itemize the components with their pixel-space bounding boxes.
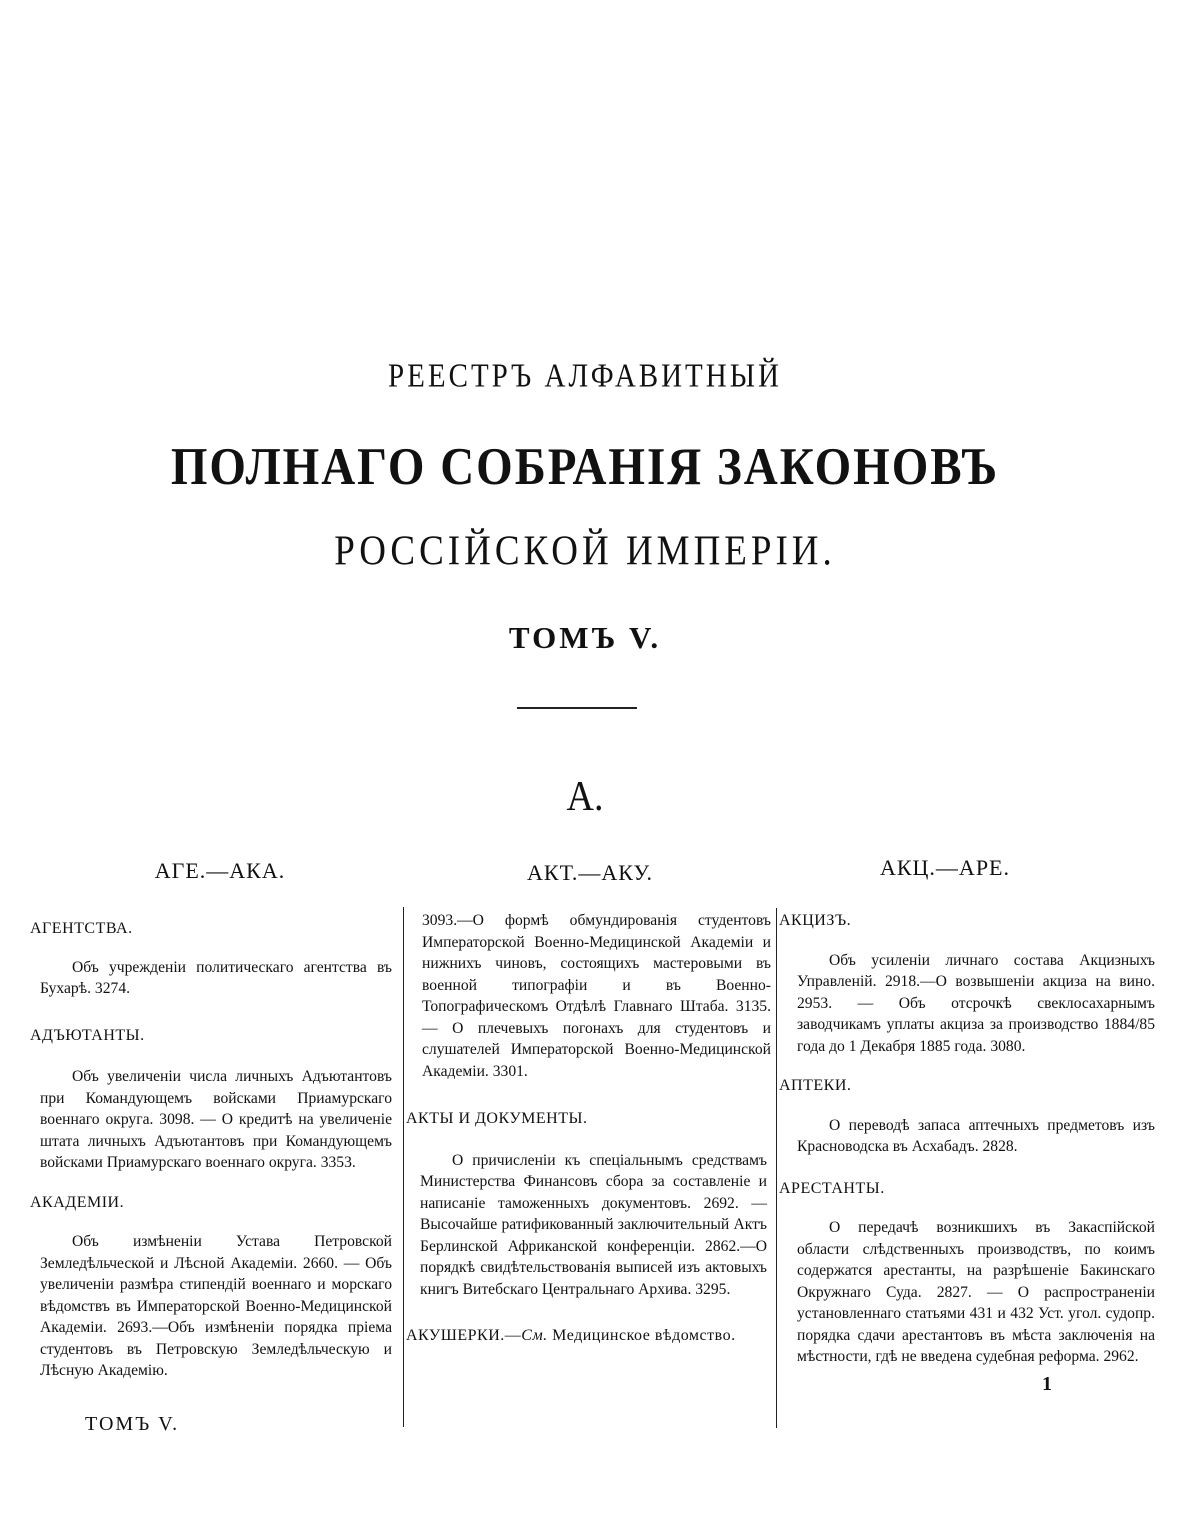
column-divider-2 xyxy=(776,908,777,1428)
column-1 xyxy=(30,918,396,1382)
entry-text-apteki: О переводѣ запаса аптечныхъ предметовъ изъ Красноводска въ Асхабадъ. 2828. xyxy=(797,1116,1155,1155)
see-also-reference: Медицинское вѣдомство. xyxy=(552,1327,736,1344)
entry-heading-akademii: АКАДЕМІИ. xyxy=(30,1193,125,1211)
column-header-3: АКЦ.—АРЕ. xyxy=(879,855,1010,880)
volume-title: ТОМЪ V. xyxy=(508,620,662,655)
title-line-1: РЕЕСТРЪ АЛФАВИТНЫЙ xyxy=(388,357,782,395)
see-also-marker: См. xyxy=(521,1327,548,1344)
column-header-1: АГЕ.—АКА. xyxy=(154,858,286,883)
entry-heading-akusherki xyxy=(406,1325,771,1347)
entry-text-akty: О причисленіи къ спеціальнымъ средствамъ Министерства Финансовъ сбора за составленіе и написаніе таможенныхъ документовъ. 2692. — Высочайше ратификованный заключительный Актъ Берлинской Африканской конференціи. 2862.—О порядкѣ свидѣтельствованія выписей изъ актовыхъ книгъ Витебскаго Центральнаго Архива. 3295. xyxy=(420,1151,767,1298)
entry-text-adjutanty: Объ увеличеніи числа личныхъ Адъютантовъ при Командующемъ войсками Приамурскаго военнаго округа. 3098. — О кредитѣ на увеличеніе штата личныхъ Адъютантовъ при Командующемъ войсками Приамурскаго военнаго округа. 3353. xyxy=(40,1068,392,1171)
entry-text-akciz: Объ усиленіи личнаго состава Акцизныхъ Управленій. 2918.—О возвышеніи акциза на вино. 2953. — Объ отсрочкѣ свеклосахарнымъ заводчикамъ уплаты акциза за производство 1884/85 года до 1 Декабря 1885 года. 3080. xyxy=(797,951,1155,1055)
entry-heading-adjutanty: АДЪЮТАНТЫ. xyxy=(30,1026,145,1044)
column-header-2: АКТ.—АКУ. xyxy=(527,860,653,885)
akusherki-label: АКУШЕРКИ.— xyxy=(406,1327,522,1344)
entry-heading-agentstva: АГЕНТСТВА. xyxy=(30,920,133,937)
entry-text-agentstva: Объ учрежденіи политическаго агентства въ Бухарѣ. 3274. xyxy=(40,958,392,997)
page-number: 1 xyxy=(1042,1373,1052,1395)
column-3 xyxy=(779,910,1159,1368)
title-line-3: РОССІЙСКОЙ ИМПЕРІИ. xyxy=(334,527,836,576)
column-divider-1 xyxy=(403,907,404,1427)
entry-heading-arestanty: АРЕСТАНТЫ. xyxy=(779,1179,885,1197)
title-divider xyxy=(517,707,637,709)
entry-text-arestanty: О передачѣ возникшихъ въ Закаспійской области слѣдственныхъ производствъ, по коимъ содержатся арестанты, на разрѣшеніе Бакинскаго Окружнаго Суда. 2827. — О распространеніи установленнаго статьями 431 и 432 Уст. угол. судопр. порядка сдачи арестантовъ въ мѣста заключенія на мѣстности, гдѣ не введена судебная реформа. 2962. xyxy=(797,1219,1155,1365)
entry-text-akademii: Объ измѣненіи Устава Петровской Земледѣльческой и Лѣсной Академіи. 2660. — Объ увеличеніи размѣра стипендій военнаго и морскаго вѣдомствъ въ Императорской Военно-Медицинской Академіи. 2693.—Объ измѣненіи порядка пріема студентовъ въ Петровскую Земледѣльческую и Лѣсную Академію. xyxy=(40,1233,392,1379)
signature-mark: ТОМЪ V. xyxy=(85,1413,180,1435)
column-2 xyxy=(406,910,771,1347)
entry-heading-akciz: АКЦИЗЪ. xyxy=(779,912,852,929)
entry-heading-akty: АКТЫ И ДОКУМЕНТЫ. xyxy=(406,1110,588,1127)
entry-heading-apteki: АПТЕКИ. xyxy=(779,1077,852,1094)
section-letter: А. xyxy=(566,773,604,821)
title-line-2: ПОЛНАГО СОБРАНІЯ ЗАКОНОВЪ xyxy=(170,437,1000,497)
entry-text-continued: 3093.—О формѣ обмундированія студентовъ Императорской Военно-Медицинской Академіи и нижнихъ чиновъ, состоящихъ мастеровыми въ военной типографіи и въ Военно-Топографическомъ Отдѣлѣ Главнаго Штаба. 3135. — О плечевыхъ погонахъ для студентовъ и слушателей Императорской Военно-Медицинской Академіи. 3301. xyxy=(422,912,771,1080)
